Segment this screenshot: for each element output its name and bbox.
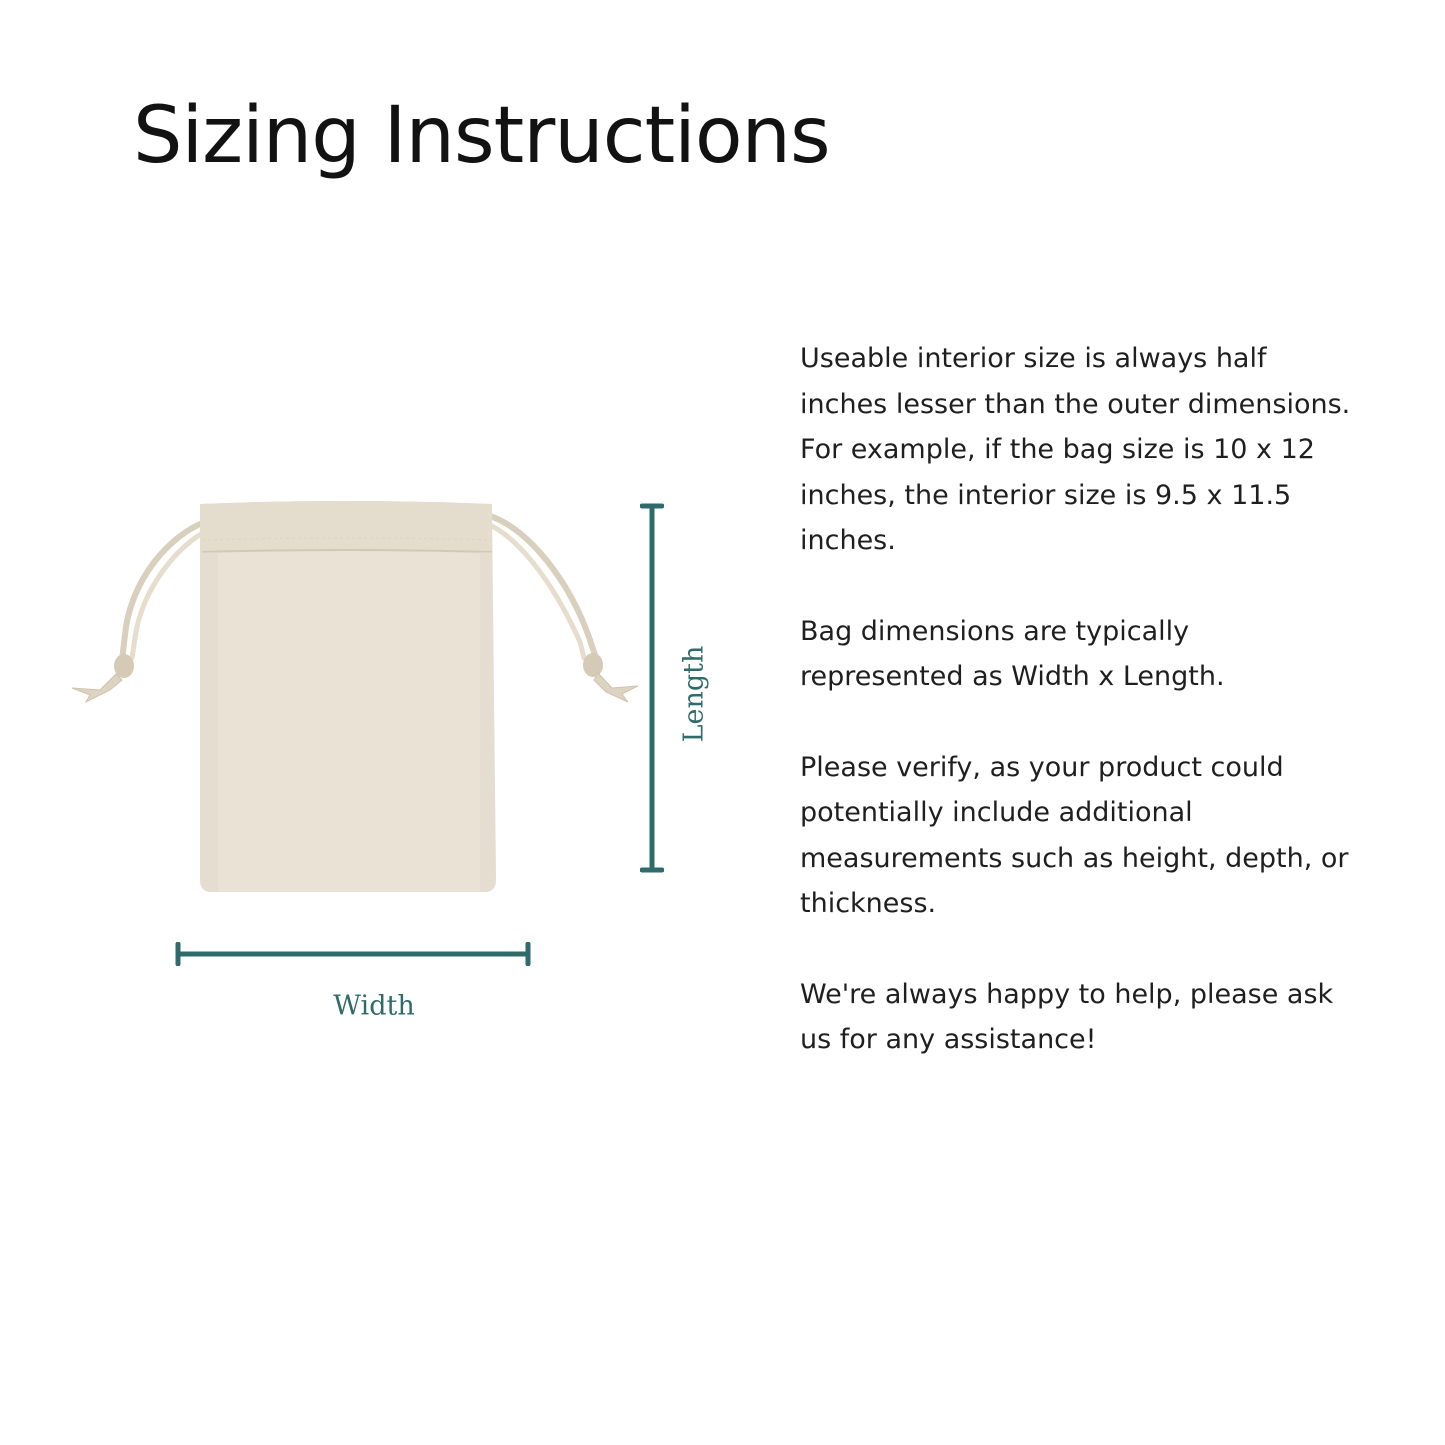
instruction-paragraph-help: We're always happy to help, please ask us for any assistance!	[800, 978, 1334, 1055]
instruction-paragraph-verify: Please verify, as your product could potentially include additional measurements such as height, depth, or thickness.	[800, 751, 1349, 919]
instruction-paragraph-interior-size: Useable interior size is always half inches lesser than the outer dimensions. For example, if the bag size is 10 x 12 inches, the interior size is 9.5 x 11.5 inches.	[800, 343, 1351, 556]
page-title: Sizing Instructions	[133, 91, 830, 181]
right-cord-tassel	[594, 673, 638, 702]
length-label: Length	[678, 645, 710, 743]
width-dimension-bar	[172, 942, 534, 966]
right-cord-knot	[583, 653, 603, 677]
width-label: Width	[333, 990, 415, 1022]
length-dimension-bar	[640, 500, 664, 876]
bag-top-hem	[200, 501, 492, 552]
drawstring-bag-image	[60, 490, 660, 910]
left-cord-tassel	[72, 674, 122, 702]
bag-body	[200, 501, 496, 892]
instruction-paragraph-dimension-format: Bag dimensions are typically represented as Width x Length.	[800, 615, 1225, 692]
sizing-instructions-text	[800, 336, 1360, 1108]
